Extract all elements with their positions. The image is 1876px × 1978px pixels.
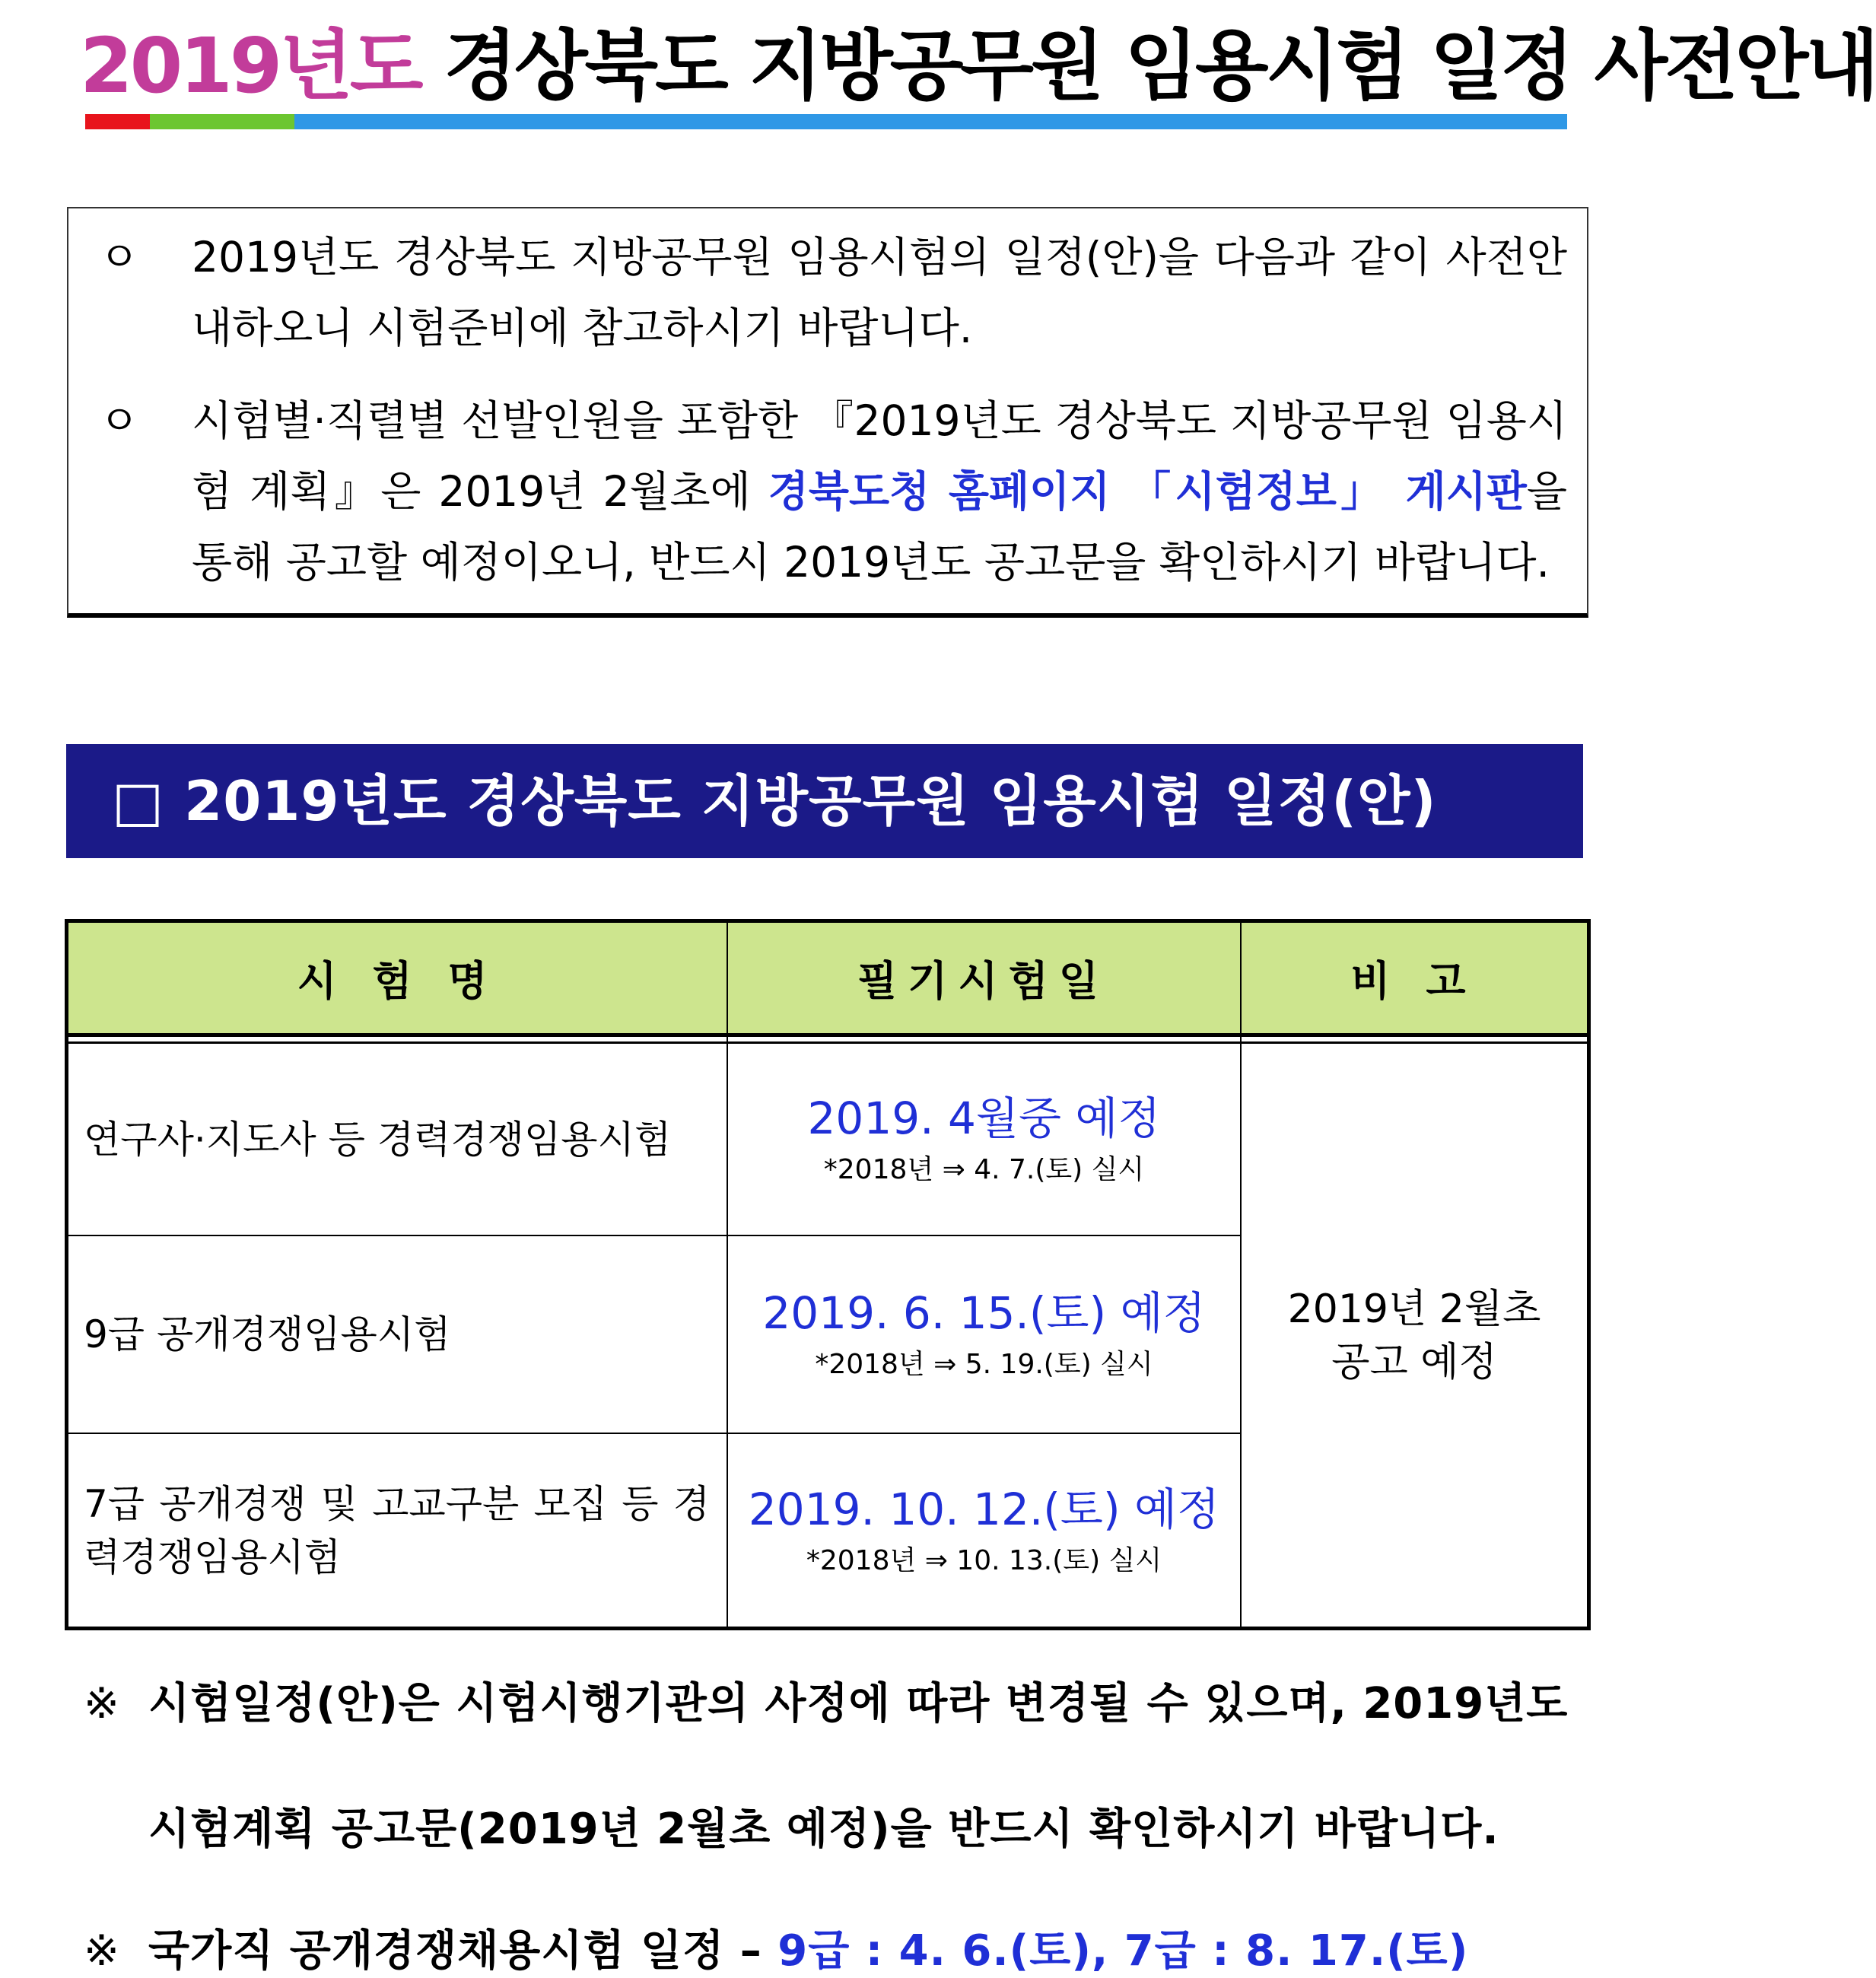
table-row-2-date — [728, 1236, 1240, 1433]
note-1-text: 시험일정(안)은 시험시행기관의 사정에 따라 변경될 수 있으며, 2019년도 — [148, 1679, 1569, 1728]
section-header: □ 2019년도 경상북도 지방공무원 임용시험 일정(안) — [66, 744, 1583, 858]
previous-year-date: *2018년 ⇒ 4. 7.(토) 실시 — [823, 1154, 1145, 1185]
title-underline-blue — [294, 114, 1567, 129]
header-divider — [68, 1041, 1587, 1044]
bullet-icon: ㅇ — [99, 396, 140, 445]
intro-text-2-after: 을 통해 공고할 예정이오니, 반드시 2019년도 공고문을 확인하시기 바랍니다. — [192, 467, 1567, 587]
intro-paragraph-1 — [99, 222, 1567, 364]
intro-text-1: 2019년도 경상북도 지방공무원 임용시험의 일정(안)을 다음과 같이 사전안내하오니 시험준비에 참고하시기 바랍니다. — [192, 233, 1567, 352]
remark-line-2: 공고 예정 — [1331, 1339, 1497, 1385]
schedule-table — [65, 919, 1591, 1630]
title-underline-red — [85, 114, 150, 129]
table-row-3-name: 7급 공개경쟁 및 고교구분 모집 등 경력경쟁임용시험 — [84, 1481, 710, 1579]
note-1-continued: 시험계획 공고문(2019년 2월초 예정)을 반드시 확인하시기 바랍니다. — [148, 1805, 1499, 1854]
table-row-3-date — [728, 1434, 1240, 1627]
table-row-1-name: 연구사·지도사 등 경력경쟁임용시험 — [84, 1118, 672, 1162]
intro-text-2 — [192, 386, 1567, 598]
title-text: 경상북도 지방공무원 임용시험 일정 사전안내 — [420, 21, 1876, 110]
title-underline-green — [150, 114, 294, 129]
note-2 — [84, 1917, 1468, 1978]
header-written-date: 필기시험일 — [727, 923, 1240, 1037]
homepage-board-link: 경북도청 홈페이지 「시험정보」 게시판 — [768, 467, 1527, 516]
exam-date: 2019. 6. 15.(토) 예정 — [762, 1287, 1206, 1339]
intro-box — [67, 207, 1588, 618]
exam-date: 2019. 10. 12.(토) 예정 — [748, 1483, 1220, 1535]
table-row-1-date — [728, 1045, 1240, 1235]
note-2-label: 국가직 공개경쟁채용시험 일정 – — [148, 1926, 778, 1976]
previous-year-date: *2018년 ⇒ 5. 19.(토) 실시 — [815, 1349, 1153, 1380]
previous-year-date: *2018년 ⇒ 10. 13.(토) 실시 — [806, 1544, 1162, 1576]
bullet-icon: ㅇ — [99, 233, 140, 281]
reference-mark-icon: ※ — [84, 1679, 120, 1728]
remark-line-1: 2019년 2월초 — [1287, 1286, 1541, 1332]
remark-cell — [1242, 1045, 1587, 1627]
note-1 — [84, 1670, 1568, 1731]
intro-paragraph-2 — [99, 386, 1567, 598]
national-exam-dates: 9급 : 4. 6.(토), 7급 : 8. 17.(토) — [777, 1926, 1469, 1976]
reference-mark-icon: ※ — [84, 1926, 120, 1976]
title-year: 2019년도 — [80, 21, 421, 110]
header-exam-name: 시 험 명 — [68, 923, 727, 1037]
exam-date: 2019. 4월중 예정 — [807, 1092, 1161, 1144]
header-remark: 비 고 — [1240, 923, 1587, 1037]
intro-text-2-before: 시험별·직렬별 선발인원을 포함한 『2019년도 경상북도 지방공무원 임용시험 계획』은 2019년 2월초에 — [192, 396, 1567, 516]
table-row-2-name: 9급 공개경쟁임용시험 — [84, 1312, 451, 1356]
page-title — [80, 17, 1876, 116]
